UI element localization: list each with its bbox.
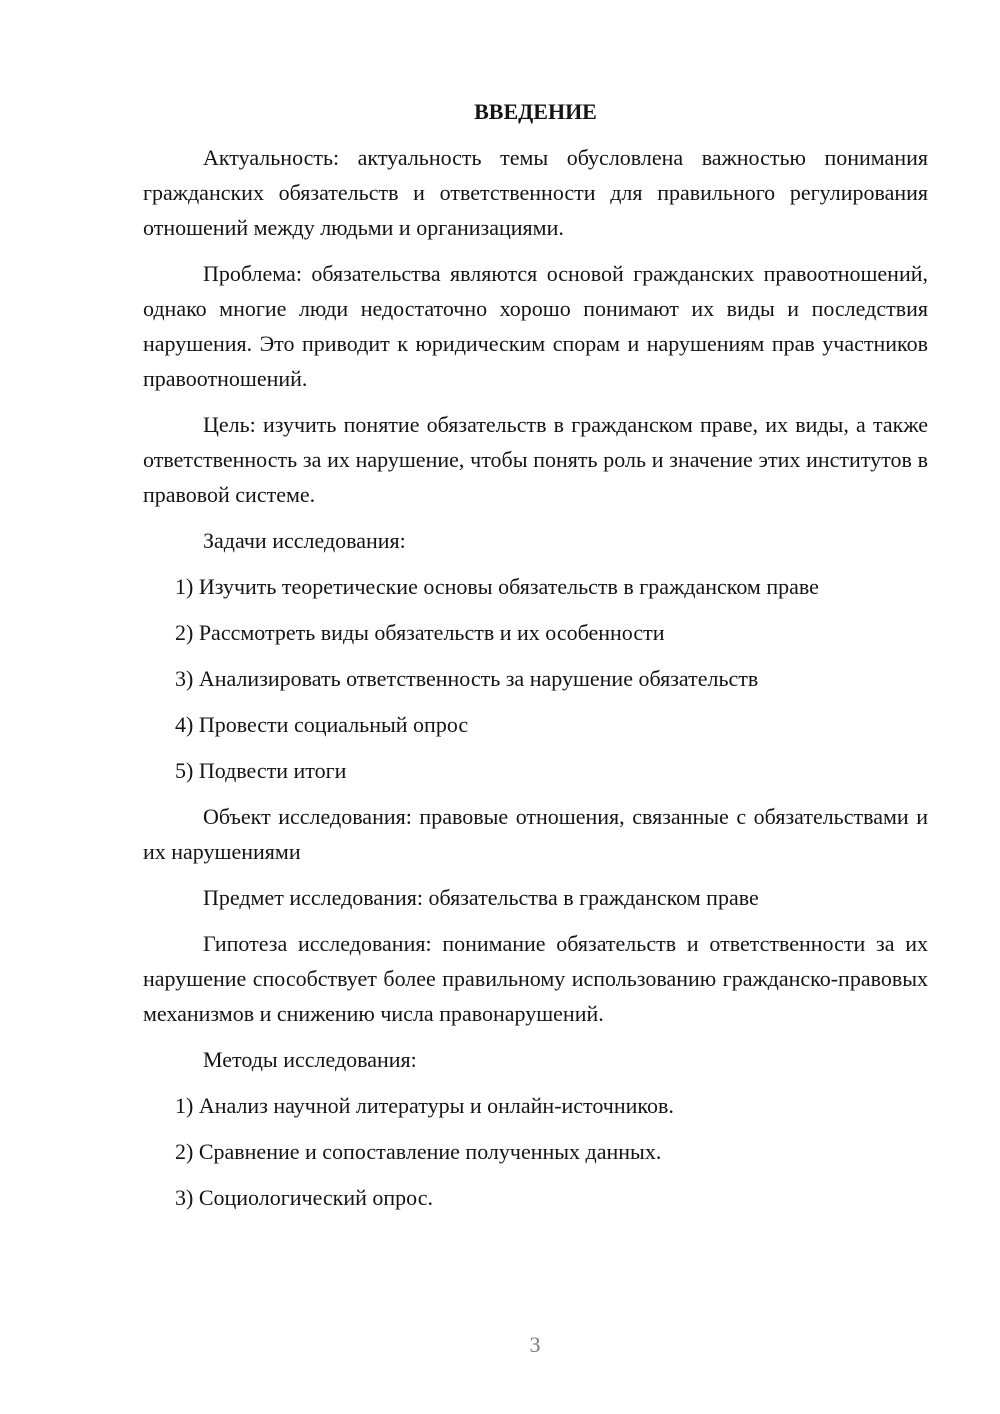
tasks-heading: Задачи исследования: [203,528,406,553]
list-item: 4) Провести социальный опрос [175,712,469,737]
list-item: 1) Анализ научной литературы и онлайн-источников. [175,1093,674,1118]
paragraph-object: Объект исследования: правовые отношения, связанные с обязательствами и их нарушениями [143,804,928,864]
list-item: 3) Анализировать ответственность за нарушение обязательств [175,666,759,691]
methods-heading: Методы исследования: [203,1047,417,1072]
page-title: ВВЕДЕНИЕ [474,99,597,124]
page-content [143,94,928,1226]
paragraph-subject: Предмет исследования: обязательства в гражданском праве [203,885,759,910]
list-item: 1) Изучить теоретические основы обязательств в гражданском праве [175,574,819,599]
list-item: 5) Подвести итоги [175,758,347,783]
page-number: 3 [529,1332,541,1357]
paragraph-problem: Проблема: обязательства являются основой гражданских правоотношений, однако многие люди недостаточно хорошо понимают их виды и последствия нарушения. Это приводит к юридическим спорам и нарушениям прав участников правоотношений. [143,261,928,391]
paragraph-goal: Цель: изучить понятие обязательств в гражданском праве, их виды, а также ответственность за их нарушение, чтобы понять роль и значение этих институтов в правовой системе. [143,412,928,507]
paragraph-relevance: Актуальность: актуальность темы обусловлена важностью понимания гражданских обязательств и ответственности для правильного регулирования отношений между людьми и организациями. [143,145,928,240]
list-item: 2) Сравнение и сопоставление полученных данных. [175,1139,662,1164]
methods-list [143,1088,928,1215]
list-item: 2) Рассмотреть виды обязательств и их особенности [175,620,665,645]
paragraph-hypothesis: Гипотеза исследования: понимание обязательств и ответственности за их нарушение способствует более правильному использованию гражданско-правовых механизмов и снижению числа правонарушений. [143,931,928,1026]
list-item: 3) Социологический опрос. [175,1185,433,1210]
tasks-list [143,569,928,788]
